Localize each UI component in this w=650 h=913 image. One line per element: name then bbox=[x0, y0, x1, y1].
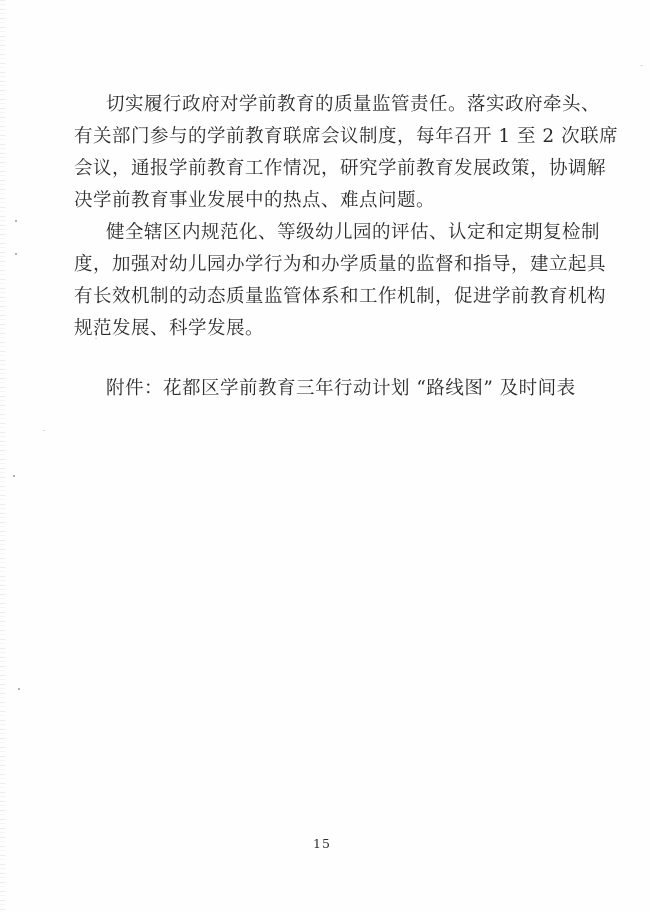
scan-speck bbox=[15, 220, 17, 222]
scan-speck bbox=[640, 65, 643, 66]
text-line: 切实履行政府对学前教育的质量监管责任。落实政府牵头、 bbox=[106, 94, 601, 115]
text-line: 有长效机制的动态质量监管体系和工作机制，促进学前教育机构 bbox=[74, 286, 607, 307]
text-line: 决学前教育事业发展中的热点、难点问题。 bbox=[74, 190, 436, 211]
text-line: 健全辖区内规范化、等级幼儿园的评估、认定和定期复检制 bbox=[106, 222, 601, 243]
paragraph-2 bbox=[74, 217, 607, 345]
scan-speck bbox=[43, 430, 45, 431]
paragraph-1 bbox=[74, 89, 619, 217]
text-line: 度，加强对幼儿园办学行为和办学质量的监督和指导，建立起具 bbox=[74, 254, 607, 275]
text-line: 有关部门参与的学前教育联席会议制度，每年召开 1 至 2 次联席 bbox=[74, 126, 619, 147]
body-text bbox=[74, 89, 619, 405]
scan-speck bbox=[15, 253, 17, 255]
scan-speck bbox=[18, 688, 20, 690]
scan-speck bbox=[13, 475, 15, 477]
text-line: 会议，通报学前教育工作情况，研究学前教育发展政策，协调解 bbox=[74, 158, 607, 179]
text-line: 规范发展、科学发展。 bbox=[74, 318, 265, 339]
scan-noise-left-edge bbox=[0, 0, 5, 913]
attachment-line: 附件：花都区学前教育三年行动计划 “路线图” 及时间表 bbox=[106, 378, 576, 399]
page-number: 15 bbox=[313, 836, 331, 851]
